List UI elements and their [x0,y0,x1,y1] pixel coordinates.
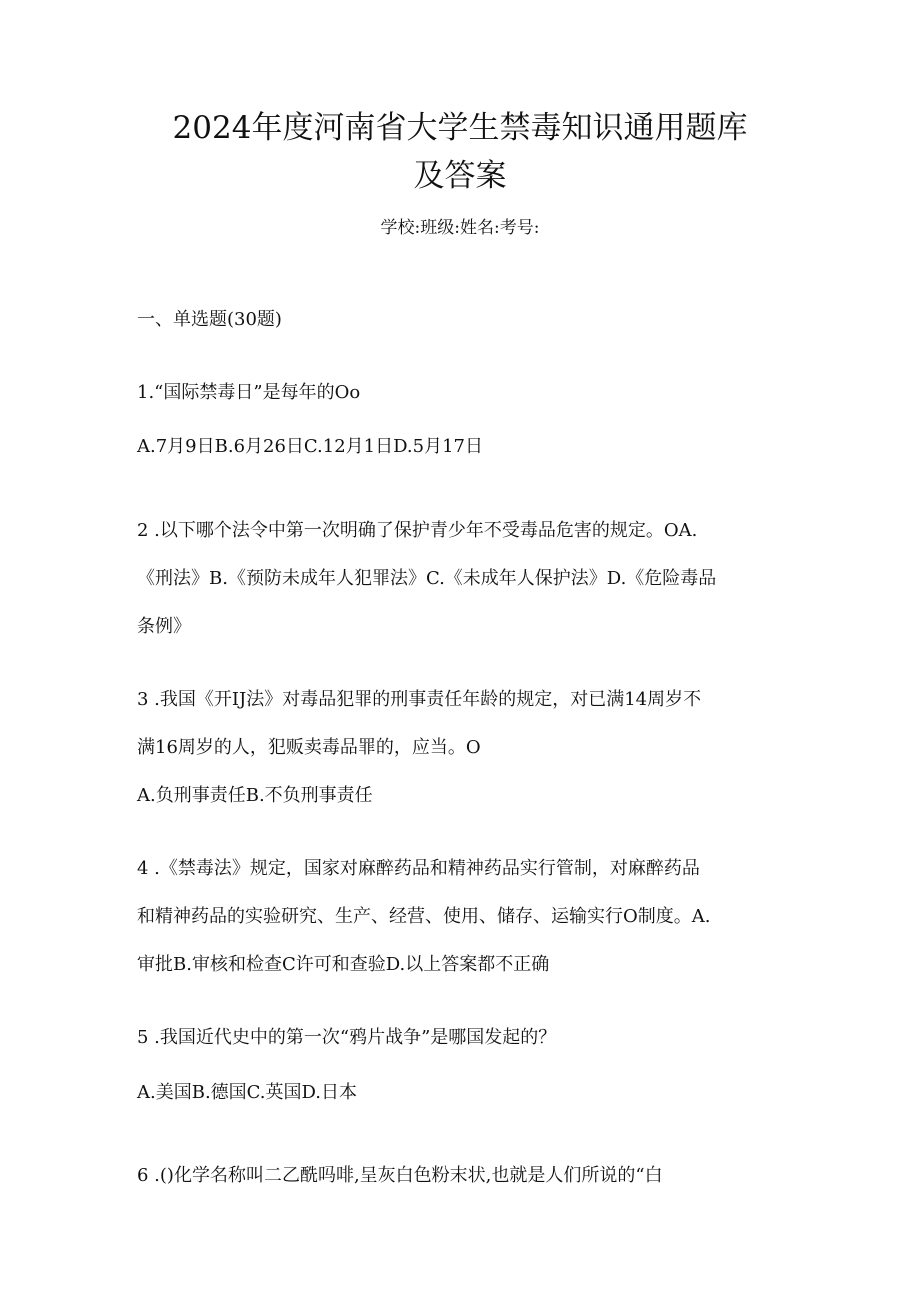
question-3-options: A.负刑事责任B.不负刑事责任 [137,785,373,806]
section-heading: 一、单选题(30题) [137,309,282,330]
question-2-text-line3: 条例》 [137,616,191,637]
question-4-text-line1: 4 .《禁毒法》规定，国家对麻醉药品和精神药品实行管制，对麻醉药品 [137,858,700,879]
question-4-text-line3: 审批B.审核和检查C许可和查验D.以上答案都不正确 [137,954,550,975]
question-1-text: 1.“国际禁毒日”是每年的Oo [137,382,361,403]
question-3-text-line1: 3 .我国《开IJ法》对毒品犯罪的刑事责任年龄的规定，对已满14周岁不 [137,689,702,710]
question-6-text-line1: 6 .()化学名称叫二乙酰吗啡,呈灰白色粉末状,也就是人们所说的“白 [137,1165,663,1186]
question-3-text-line2: 满16周岁的人，犯贩卖毒品罪的，应当。O [137,737,481,758]
question-5-text: 5 .我国近代史中的第一次“鸦片战争”是哪国发起的？ [137,1027,557,1048]
student-info-line: 学校:班级:姓名:考号: [380,218,540,238]
question-2-text-line2: 《刑法》B.《预防未成年人犯罪法》C.《未成年人保护法》D.《危险毒品 [137,568,717,589]
document-title-line1: 2024年度河南省大学生禁毒知识通用题库 [172,110,748,146]
question-5-options: A.美国B.德国C.英国D.日本 [137,1082,358,1103]
question-4-text-line2: 和精神药品的实验研究、生产、经营、使用、储存、运输实行O制度。A. [137,906,711,927]
document-title-line2: 及答案 [413,158,507,194]
question-2-text-line1: 2 .以下哪个法令中第一次明确了保护青少年不受毒品危害的规定。OA. [137,520,698,541]
question-1-options: A.7月9日B.6月26日C.12月1日D.5月17日 [137,436,484,457]
